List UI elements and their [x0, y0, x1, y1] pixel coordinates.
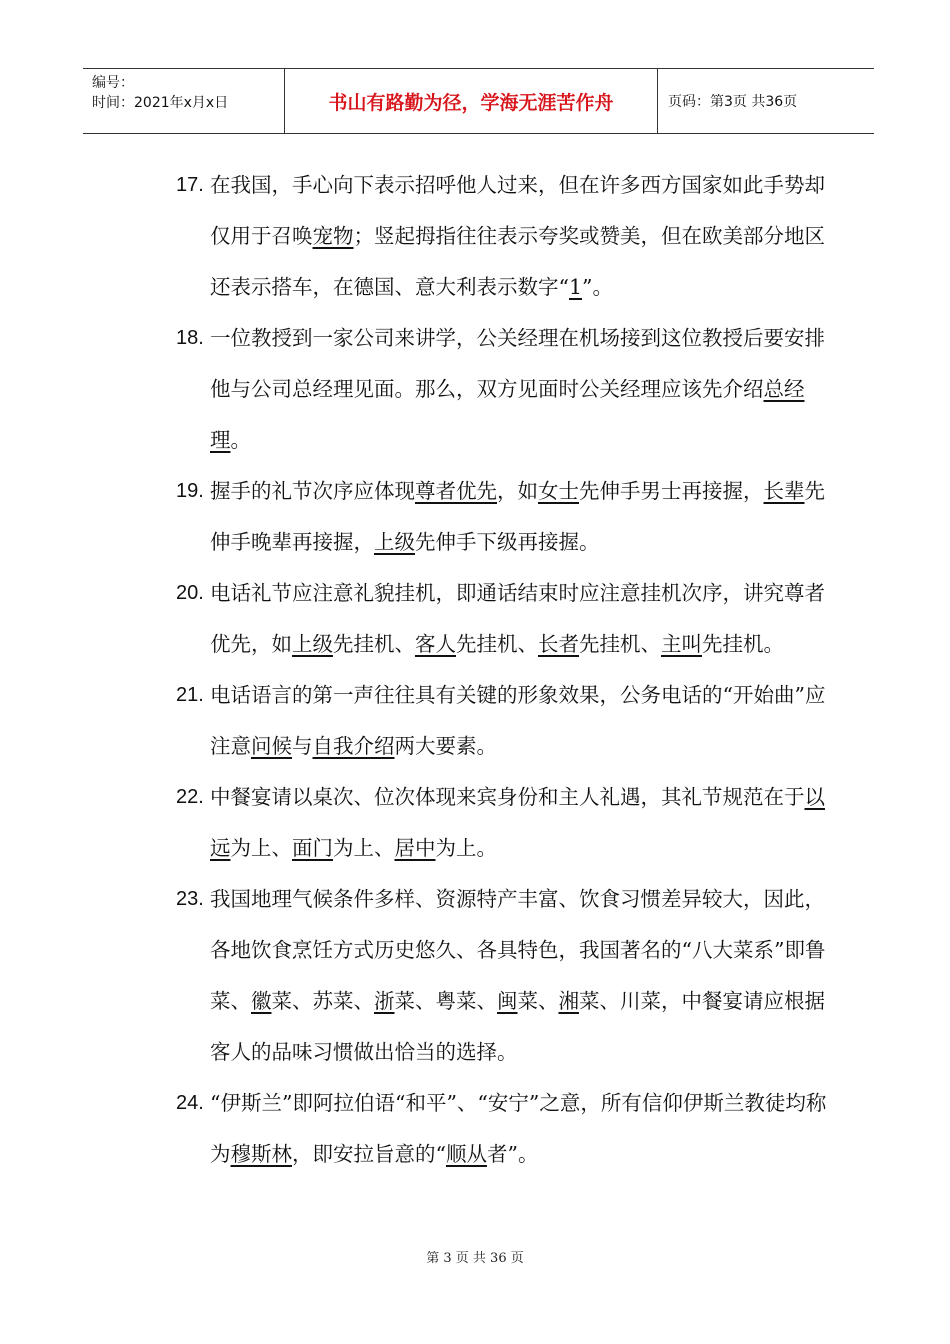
item-text: “伊斯兰”即阿拉伯语“和平”、“安宁”之意，所有信仰伊斯兰教徒均称为	[210, 1091, 827, 1166]
item-number: 19.	[176, 480, 204, 502]
item-text: 我国地理气候条件多样、资源特产丰富、饮食习惯差异较大，因此，各地饮食烹饪方式历史悠久、各具特色，我国著名的“八大菜系”即鲁菜、	[210, 887, 826, 1013]
item-text: 先挂机、	[579, 632, 661, 656]
list-item	[176, 466, 836, 568]
header-motto: 书山有路勤为径，学海无涯苦作舟	[285, 69, 658, 133]
item-text: 菜、川菜，中餐宴请应根据客人的品味习惯做出恰当的选择。	[210, 989, 825, 1064]
answer-blank: 浙	[374, 989, 395, 1013]
answer-blank: 上级	[292, 632, 333, 656]
item-text: 电话礼节应注意礼貌挂机，即通话结束时应注意挂机次序，讲究尊者优先，如	[210, 581, 825, 656]
item-number: 21.	[176, 684, 204, 706]
code-label: 编号：	[92, 75, 134, 91]
answer-blank: 宠物	[312, 224, 354, 248]
page-header	[83, 68, 874, 134]
item-number: 23.	[176, 888, 204, 910]
item-text: 先伸手男士再接握，	[579, 479, 764, 503]
answer-blank: 徽	[251, 989, 272, 1013]
item-text: 先挂机。	[702, 632, 784, 656]
list-item	[176, 670, 836, 772]
list-item	[176, 874, 836, 1078]
answer-blank: 女士	[538, 479, 579, 503]
answer-blank: 以远	[210, 785, 825, 860]
item-text: 为上、	[230, 836, 292, 860]
answer-blank: 湘	[558, 989, 579, 1013]
item-text: 与	[292, 734, 313, 758]
answer-blank: 上级	[374, 530, 415, 554]
answer-blank: 1	[568, 275, 583, 299]
item-number: 24.	[176, 1092, 204, 1114]
answer-blank: 主叫	[661, 632, 702, 656]
item-text: ，如	[497, 479, 538, 503]
item-text: ，即安拉旨意的“	[292, 1142, 446, 1166]
item-text: ”。	[582, 275, 614, 299]
answer-blank: 顺从	[445, 1142, 487, 1166]
answer-blank: 问候	[251, 734, 292, 758]
item-number: 22.	[176, 786, 204, 808]
item-text: 者”。	[486, 1142, 539, 1166]
answer-blank: 自我介绍	[312, 734, 395, 758]
item-text: 菜、粤菜、	[394, 989, 497, 1013]
list-item	[176, 568, 836, 670]
header-meta	[83, 69, 285, 133]
item-number: 18.	[176, 327, 204, 349]
item-text: 中餐宴请以桌次、位次体现来宾身份和主人礼遇，其礼节规范在于	[210, 785, 805, 809]
item-text: 先伸手晚辈再接握，	[210, 479, 825, 554]
item-text: 先挂机、	[333, 632, 415, 656]
answer-blank: 穆斯林	[230, 1142, 292, 1166]
answer-blank: 总经理	[210, 377, 805, 452]
item-number: 20.	[176, 582, 204, 604]
document-body	[176, 160, 836, 1180]
answer-blank: 面门	[292, 836, 333, 860]
item-text: 在我国，手心向下表示招呼他人过来，但在许多西方国家如此手势却仅用于召唤	[210, 173, 825, 248]
item-text: 先伸手下级再接握。	[415, 530, 600, 554]
item-text: 。	[230, 428, 251, 452]
answer-blank: 居中	[394, 836, 436, 860]
item-text: 握手的礼节次序应体现	[210, 479, 415, 503]
list-item	[176, 160, 836, 313]
list-item	[176, 1078, 836, 1180]
item-text: 菜、	[517, 989, 559, 1013]
item-number: 17.	[176, 174, 204, 196]
answer-blank: 长辈	[763, 479, 805, 503]
item-text: ；竖起拇指往往表示夸奖或赞美，但在欧美部分地区还表示搭车，在德国、意大利表示数字“	[210, 224, 825, 299]
page-footer: 第 3 页 共 36 页	[426, 1251, 524, 1266]
item-text: 为上、	[333, 836, 395, 860]
item-text: 两大要素。	[394, 734, 497, 758]
item-text: 菜、苏菜、	[271, 989, 374, 1013]
item-text: 电话语言的第一声往往具有关键的形象效果，公务电话的“开始曲”应注意	[210, 683, 826, 758]
answer-blank: 尊者优先	[415, 479, 497, 503]
item-text: 为上。	[435, 836, 497, 860]
list-item	[176, 313, 836, 466]
answer-blank: 客人	[415, 632, 456, 656]
header-page-label: 页码：第3页 共36页	[668, 94, 798, 110]
answer-blank: 长者	[538, 632, 579, 656]
answer-blank: 闽	[497, 989, 518, 1013]
time-label: 时间：2021年x月x日	[92, 95, 229, 111]
item-text: 一位教授到一家公司来讲学，公关经理在机场接到这位教授后要安排他与公司总经理见面。那么，双方见面时公关经理应该先介绍	[210, 326, 825, 401]
list-item	[176, 772, 836, 874]
item-text: 先挂机、	[456, 632, 538, 656]
